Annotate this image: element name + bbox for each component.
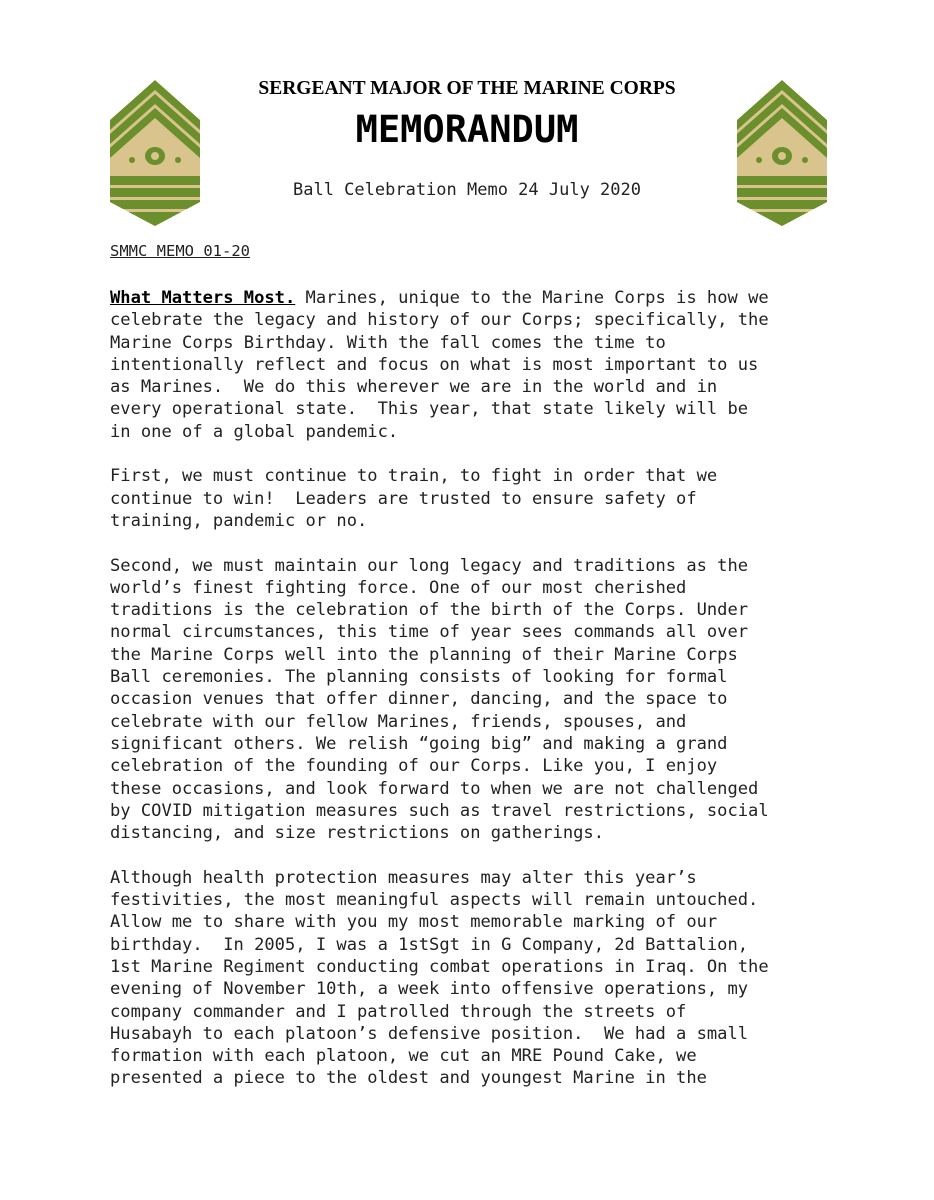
paragraph-line: as Marines. We do this wherever we are in the world and in <box>110 377 718 398</box>
paragraph-line: Ball ceremonies. The planning consists of looking for formal <box>110 667 728 688</box>
paragraph-line: formation with each platoon, we cut an MRE Pound Cake, we <box>110 1046 697 1067</box>
paragraph-line: company commander and I patrolled through the streets of <box>110 1001 687 1022</box>
paragraph-line: festivities, the most meaningful aspects will remain untouched. <box>110 890 759 911</box>
paragraph-line: the Marine Corps well into the planning of their Marine Corps <box>110 644 738 665</box>
paragraph-line: presented a piece to the oldest and youngest Marine in the <box>110 1068 707 1089</box>
sergeant-major-insignia-left <box>110 80 200 226</box>
memorandum-heading: MEMORANDUM <box>355 108 579 151</box>
sergeant-major-insignia-right <box>737 80 827 226</box>
paragraph-line: Although health protection measures may alter this year’s <box>110 867 697 888</box>
paragraph-line: What Matters Most. Marines, unique to the Marine Corps is how we <box>110 288 769 308</box>
paragraph-line: Husabayh to each platoon’s defensive position. We had a small <box>110 1023 749 1044</box>
paragraph-line: First, we must continue to train, to fight in order that we <box>110 466 718 487</box>
paragraph-line: evening of November 10th, a week into offensive operations, my <box>110 979 749 1000</box>
paragraph-line: Marine Corps Birthday. With the fall comes the time to <box>110 332 666 353</box>
paragraph-line: occasion venues that offer dinner, dancing, and the space to <box>110 689 728 710</box>
memo-subtitle: Ball Celebration Memo 24 July 2020 <box>293 180 641 200</box>
paragraph-line: these occasions, and look forward to when we are not challenged <box>110 778 759 799</box>
paragraph-line: Allow me to share with you my most memorable marking of our <box>110 912 718 933</box>
paragraph-line: normal circumstances, this time of year sees commands all over <box>110 622 749 643</box>
paragraph-line: by COVID mitigation measures such as travel restrictions, social <box>110 800 769 821</box>
paragraph-line: 1st Marine Regiment conducting combat operations in Iraq. On the <box>110 956 769 977</box>
paragraph-line: continue to win! Leaders are trusted to ensure safety of <box>110 488 697 509</box>
paragraph-line: celebrate with our fellow Marines, friends, spouses, and <box>110 711 687 732</box>
paragraph-line: Second, we must maintain our long legacy and traditions as the <box>110 555 749 576</box>
paragraph-line: world’s finest fighting force. One of our most cherished <box>110 577 687 598</box>
paragraph-line: celebrate the legacy and history of our Corps; specifically, the <box>110 310 769 331</box>
paragraph-line: in one of a global pandemic. <box>110 421 399 442</box>
memo-identifier: SMMC MEMO 01-20 <box>110 242 250 260</box>
paragraph-line: every operational state. This year, that state likely will be <box>110 399 749 420</box>
paragraph-line: traditions is the celebration of the birth of the Corps. Under <box>110 600 749 621</box>
paragraph-line: distancing, and size restrictions on gatherings. <box>110 823 604 844</box>
paragraph-line: celebration of the founding of our Corps. Like you, I enjoy <box>110 756 718 777</box>
paragraph-line: training, pandemic or no. <box>110 510 368 531</box>
memo-body <box>110 287 825 1090</box>
paragraph-lead-heading: What Matters Most. <box>110 288 296 308</box>
paragraph-line: birthday. In 2005, I was a 1stSgt in G Company, 2d Battalion, <box>110 934 749 955</box>
paragraph-line: significant others. We relish “going big” and making a grand <box>110 733 728 754</box>
paragraph-line: intentionally reflect and focus on what is most important to us <box>110 354 759 375</box>
document-authority-title: SERGEANT MAJOR OF THE MARINE CORPS <box>258 78 676 99</box>
